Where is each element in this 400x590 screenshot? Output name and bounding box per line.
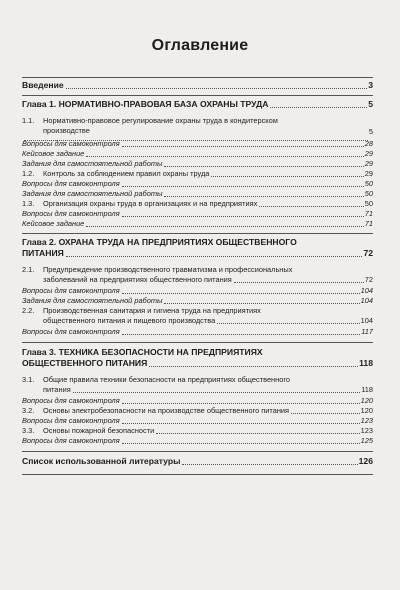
toc-page: 5 [368,99,373,109]
divider [22,342,373,343]
toc-section-2-2[interactable]: общественного питания и пищевого производства 104 [43,316,373,325]
divider [22,95,373,96]
toc-selfcheck[interactable]: Вопросы для самоконтроля 123 [22,416,373,425]
toc-section-2-2-line1[interactable]: 2.2. Производственная санитария и гигиена труда на предприятиях [22,306,261,315]
toc-case[interactable]: Кейсовое задание 71 [22,219,373,228]
toc-tasks[interactable]: Задания для самостоятельной работы 29 [22,159,373,168]
toc-chapter-1[interactable] [22,99,373,110]
toc-section-2-1-line1[interactable]: 2.1. Предупреждение производственного травматизма и профессиональных [22,265,293,274]
toc-tasks[interactable]: Задания для самостоятельной работы 104 [22,296,373,305]
toc-selfcheck[interactable]: Вопросы для самоконтроля 71 [22,209,373,218]
divider [22,233,373,234]
toc-section-1-1[interactable]: производстве [43,126,90,135]
toc-chapter-2-line1[interactable]: Глава 2. ОХРАНА ТРУДА НА ПРЕДПРИЯТИЯХ ОБЩЕСТВЕННОГО [22,237,297,247]
divider [22,451,373,452]
toc-intro[interactable] [22,80,373,91]
toc-label: Глава 1. НОРМАТИВНО-ПРАВОВАЯ БАЗА ОХРАНЫ ТРУДА [22,99,269,109]
toc-section-1-3[interactable]: 1.3. Организация охраны труда в организациях и на предприятиях 50 [22,199,373,208]
divider [22,474,373,475]
toc-selfcheck[interactable]: Вопросы для самоконтроля 120 [22,396,373,405]
page-title: Оглавление [151,37,249,54]
toc-section-1-1-line1[interactable]: 1.1. Нормативно-правовое регулирование охраны труда в кондитерском [22,116,278,125]
toc-case[interactable]: Кейсовое задание 29 [22,149,373,158]
toc-chapter-3-line1[interactable]: Глава 3. ТЕХНИКА БЕЗОПАСНОСТИ НА ПРЕДПРИЯТИЯХ [22,347,263,357]
toc-section-3-1[interactable]: питания 118 [43,385,373,394]
toc-tasks[interactable]: Задания для самостоятельной работы 50 [22,189,373,198]
toc-section-1-2[interactable]: 1.2. Контроль за соблюдением правил охраны труда 29 [22,169,373,178]
toc-selfcheck[interactable]: Вопросы для самоконтроля 104 [22,286,373,295]
toc-selfcheck[interactable]: Вопросы для самоконтроля 117 [22,327,373,336]
toc-section-3-2[interactable]: 3.2. Основы электробезопасности на производстве общественного питания 120 [22,406,373,415]
toc-label: Введение [22,80,64,90]
toc-section-3-3[interactable]: 3.3. Основы пожарной безопасности 123 [22,426,373,435]
toc-section-2-1[interactable]: заболеваний на предприятиях общественного питания 72 [43,275,373,284]
toc-section-3-1-line1[interactable]: 3.1. Общие правила техники безопасности на предприятиях общественного [22,375,290,384]
divider [22,77,373,78]
toc-bibliography[interactable]: Список использованной литературы 126 [22,456,373,466]
toc-selfcheck[interactable]: Вопросы для самоконтроля 50 [22,179,373,188]
toc-selfcheck[interactable]: Вопросы для самоконтроля 28 [22,139,373,148]
toc-chapter-2[interactable]: ПИТАНИЯ 72 [22,248,373,258]
toc-page: 3 [368,80,373,90]
toc-section-1-1-page: 5 [368,127,373,136]
toc-chapter-3[interactable]: ОБЩЕСТВЕННОГО ПИТАНИЯ 118 [22,358,373,368]
toc-selfcheck[interactable]: Вопросы для самоконтроля 125 [22,436,373,445]
